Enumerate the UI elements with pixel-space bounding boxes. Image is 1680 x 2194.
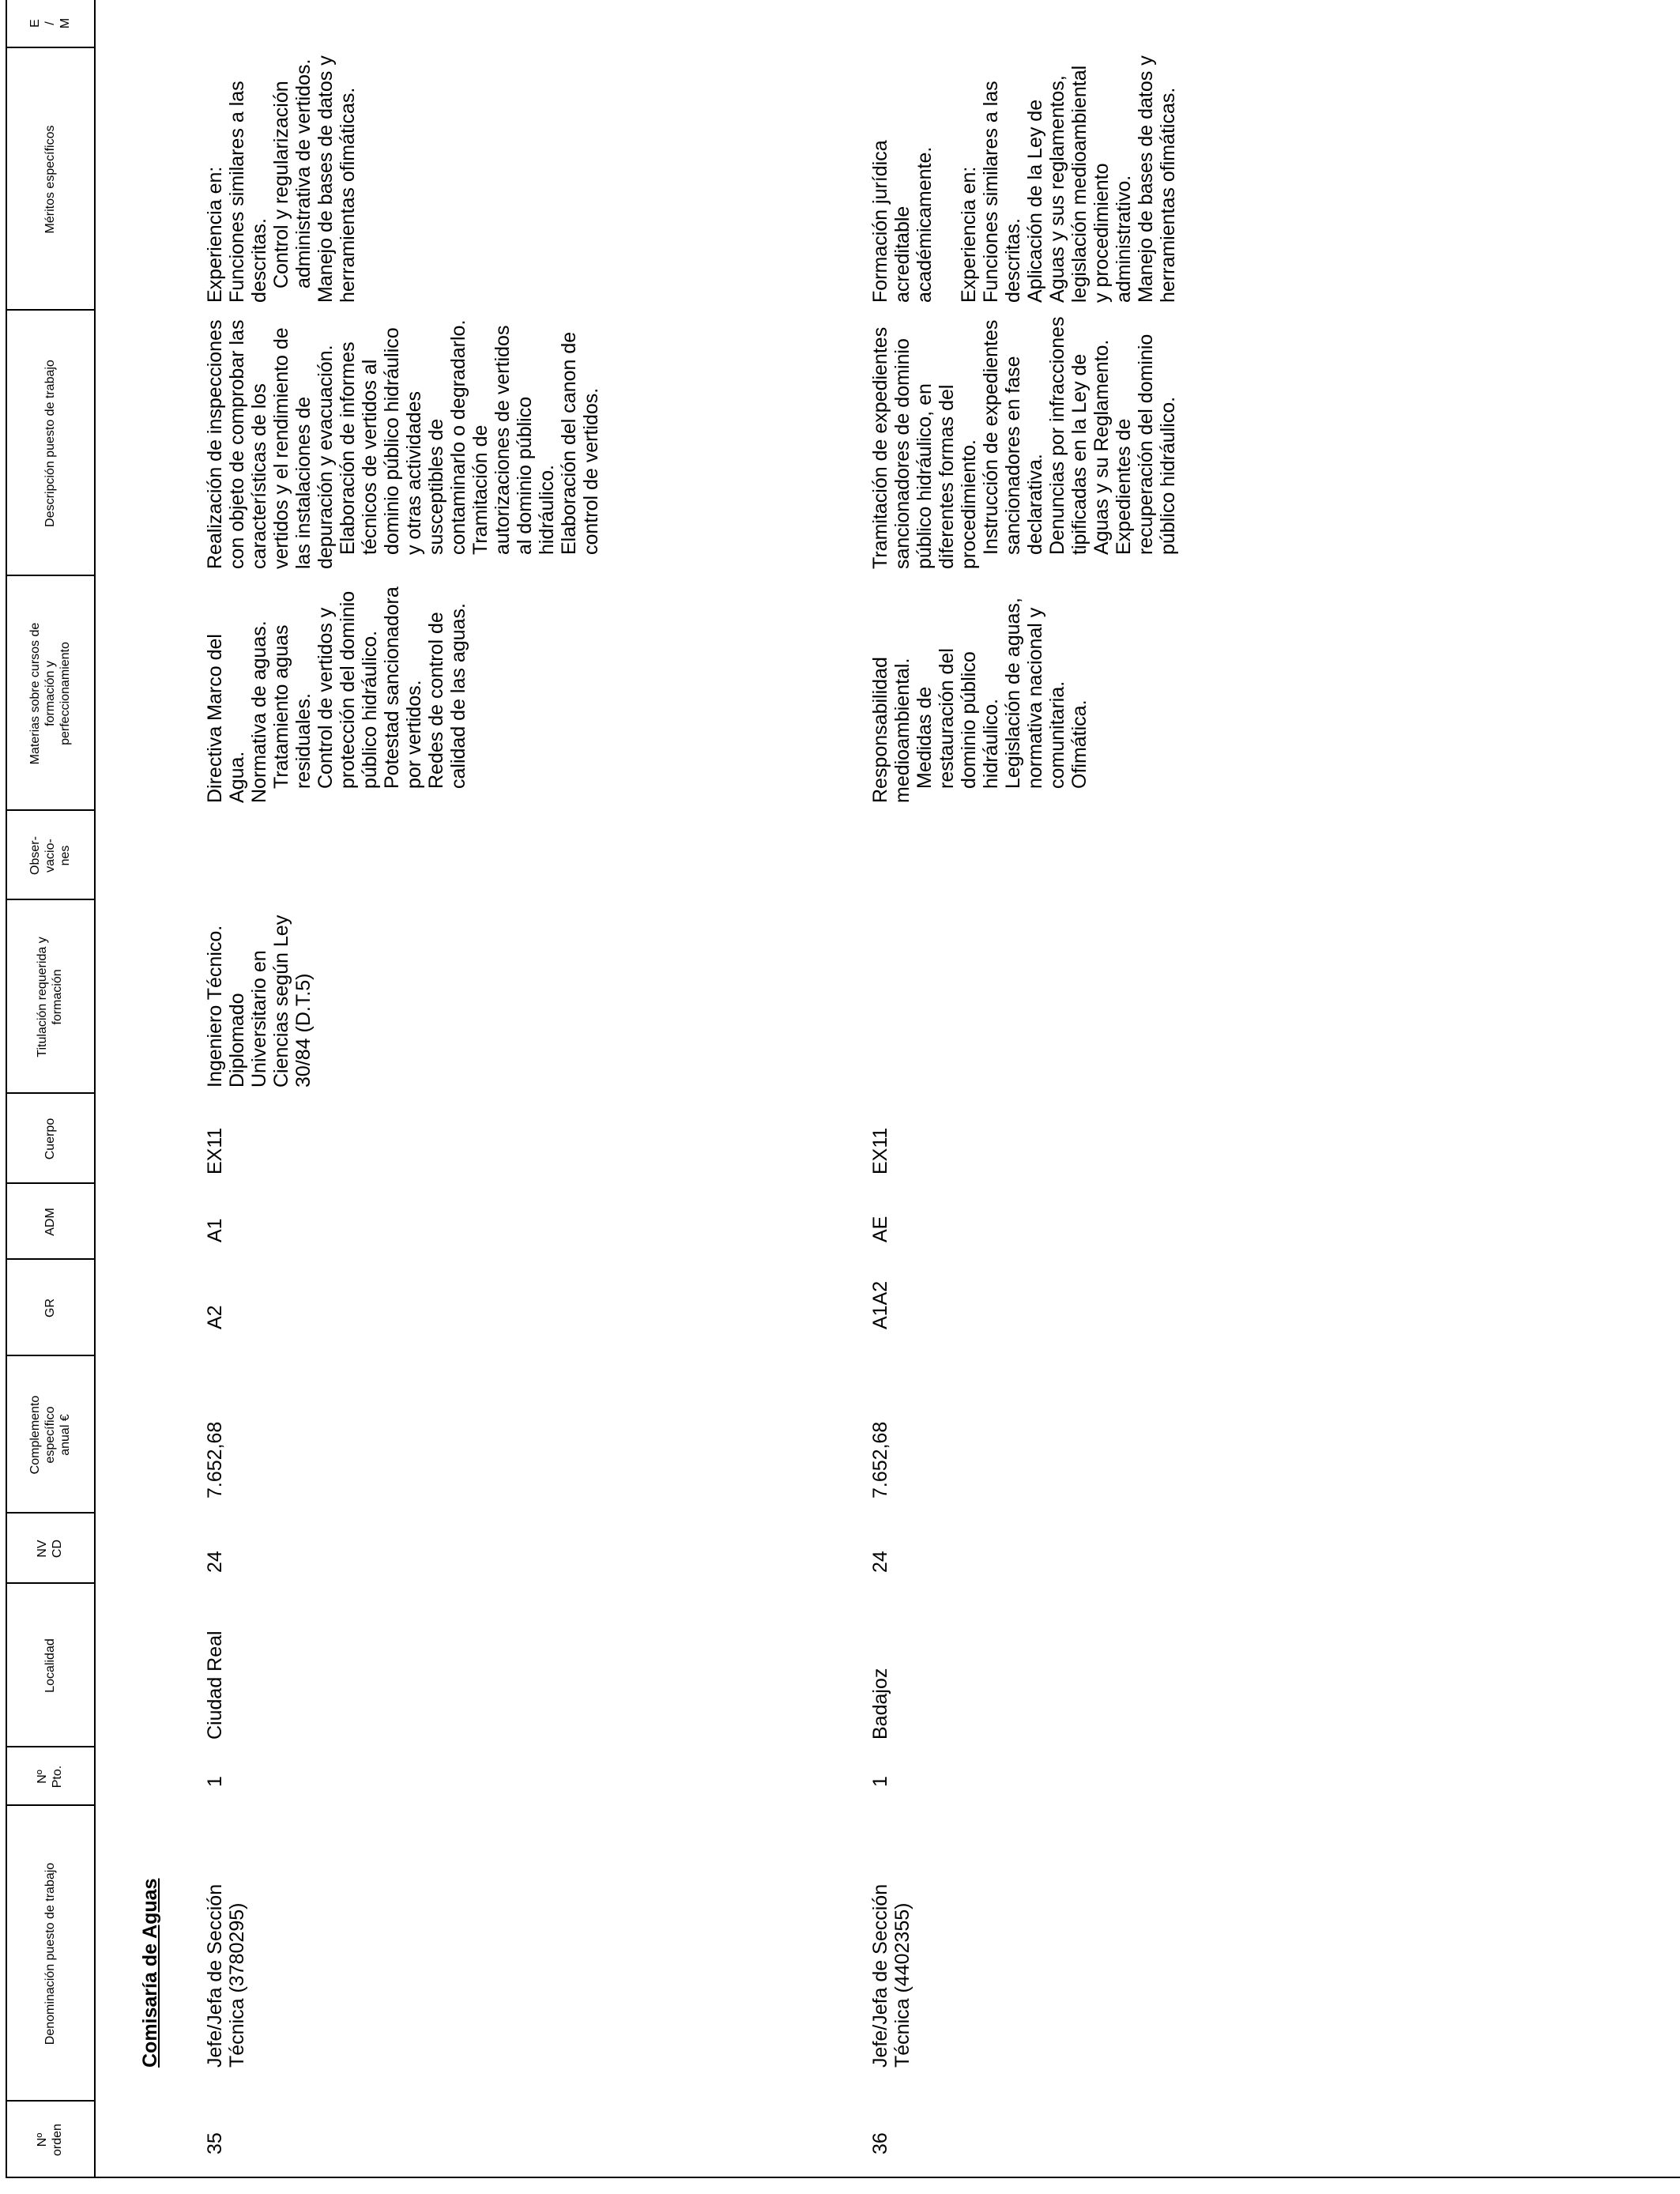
- row-36-nvcd: 24: [869, 1551, 891, 1573]
- row-36-cuerpo: EX11: [869, 1127, 891, 1174]
- row-36-descripcion-item: Tramitación de expedientes sancionadores de dominio público hidráulico, en diferentes formas del procedimiento.: [869, 326, 980, 569]
- row-35-denominacion: Jefe/Jefa de Sección Técnica (3780295): [204, 1883, 248, 2068]
- row-35-descripcion-item: Elaboración de informes técnicos de vertidos al dominio público hidráulico y otras actividades susceptibles de contaminarlo o degradarlo.: [337, 319, 469, 555]
- row-35-meritos-item: Control y regularización administrativa de vertidos.: [270, 58, 315, 288]
- row-35-materias-item: Directiva Marco del Agua.: [204, 634, 248, 803]
- row-36-descripcion-item: Instrucción de expedientes sancionadores en fase declarativa.: [980, 319, 1046, 555]
- row-35-complemento: 7.652,68: [204, 1421, 226, 1498]
- row-36-meritos-item: Experiencia en:: [958, 166, 980, 303]
- col-sep-4: [6, 1582, 94, 1584]
- row-36-descripcion-item: Expedientes de recuperación del dominio público hidráulico.: [1113, 334, 1179, 555]
- row-35-descripcion-item: Realización de inspecciones con objeto de comprobar las características de los vertidos y el rendimiento de las instalaciones de depuración y evacuación.: [204, 319, 337, 569]
- col-sep-8: [6, 1182, 94, 1184]
- row-35-localidad: Ciudad Real: [204, 1630, 226, 1740]
- row-36-materias-item: Legislación de aguas, normativa nacional y comunitaria.: [1002, 598, 1068, 789]
- row-35-materias-item: Control de vertidos y protección del dominio público hidráulico.: [315, 590, 381, 789]
- row-36-materias-item: Medidas de restauración del dominio público hidráulico.: [913, 648, 1002, 789]
- col-sep-11: [6, 809, 94, 811]
- col-sep-3: [6, 1746, 94, 1747]
- row-35-materias: [204, 580, 469, 803]
- row-35-meritos-item: Manejo de bases de datos y herramientas ofimáticas.: [315, 55, 359, 303]
- row-36-npto: 1: [869, 1776, 891, 1787]
- col-sep-5: [6, 1512, 94, 1514]
- header-titulacion: Titulación requerida y formación: [36, 937, 64, 1057]
- header-descripcion: Descripción puesto de trabajo: [43, 360, 57, 527]
- row-36-meritos-item: Manejo de bases de datos y herramientas ofimáticas.: [1135, 55, 1179, 303]
- row-35-npto: 1: [204, 1776, 226, 1787]
- row-36-meritos-spacer: [936, 51, 958, 303]
- header-observaciones: Obser- vacio- nes: [28, 836, 72, 875]
- row-36-materias: [869, 580, 1090, 803]
- row-35-cuerpo: EX11: [204, 1127, 226, 1174]
- row-36-adm: AE: [869, 1216, 891, 1242]
- col-sep-12: [6, 575, 94, 576]
- row-35-adm: A1: [204, 1218, 226, 1242]
- row-35-descripcion: [204, 316, 602, 569]
- table-left-edge: [6, 2177, 1680, 2178]
- row-36-meritos: [869, 51, 1179, 303]
- header-bottom-line: [94, 0, 96, 2178]
- section-title: Comisaría de Aguas: [139, 1878, 161, 2068]
- header-complemento: Complemento específico anual €: [28, 1395, 72, 1475]
- col-sep-1: [6, 2100, 94, 2102]
- row-36-gr: A1A2: [869, 1280, 891, 1329]
- row-35-materias-item: Redes de control de calidad de las aguas.: [425, 603, 469, 789]
- row-35-gr: A2: [204, 1305, 226, 1329]
- row-35-meritos: [204, 51, 359, 303]
- row-36-descripcion-item: Denuncias por infracciones tipificadas en la Ley de Aguas y su Reglamento.: [1046, 316, 1113, 555]
- header-cuerpo: Cuerpo: [43, 1118, 57, 1160]
- row-36-meritos-item: Formación jurídica acreditable académicamente.: [869, 140, 936, 303]
- col-sep-10: [6, 899, 94, 900]
- header-gr: GR: [43, 1299, 57, 1318]
- row-35-materias-item: Potestad sancionadora por vertidos.: [381, 586, 425, 789]
- row-35-descripcion-item: Tramitación de autorizaciones de vertidos al dominio público hidráulico.: [469, 325, 558, 555]
- header-orden: Nº orden: [36, 2124, 64, 2156]
- row-36-descripcion: [869, 316, 1179, 569]
- col-sep-6: [6, 1355, 94, 1356]
- row-36-materias-item: Ofimática.: [1068, 699, 1090, 789]
- header-denominacion: Denominación puesto de trabajo: [43, 1862, 57, 2045]
- row-35-meritos-item: Experiencia en:: [204, 166, 226, 303]
- header-em: E / M: [28, 17, 72, 29]
- row-35-materias-item: Normativa de aguas.: [248, 620, 270, 803]
- row-35-nvcd: 24: [204, 1551, 226, 1573]
- row-36-complemento: 7.652,68: [869, 1421, 891, 1498]
- col-sep-14: [6, 47, 94, 48]
- row-36-meritos-item: Funciones similares a las descritas.: [980, 81, 1024, 303]
- row-35-titulacion: [204, 904, 315, 1088]
- col-sep-7: [6, 1258, 94, 1260]
- col-sep-9: [6, 1092, 94, 1094]
- row-35-titulacion-item: Diplomado Universitario en Ciencias según Ley 30/84 (D.T.5): [226, 914, 315, 1088]
- row-35-orden: 35: [204, 2132, 226, 2154]
- row-35-descripcion-item: Elaboración del canon de control de vertidos.: [558, 331, 602, 555]
- row-36-denominacion: Jefe/Jefa de Sección Técnica (4402355): [869, 1883, 913, 2068]
- row-35-meritos-item: Funciones similares a las descritas.: [226, 81, 270, 303]
- row-36-orden: 36: [869, 2132, 891, 2154]
- header-materias: Materias sobre cursos de formación y perfeccionamiento: [28, 622, 72, 765]
- header-adm: ADM: [43, 1208, 57, 1236]
- col-sep-2: [6, 1804, 94, 1806]
- row-35-materias-item: Tratamiento aguas residuales.: [270, 624, 315, 789]
- row-36-materias-item: Responsabilidad medioambiental.: [869, 657, 913, 803]
- header-localidad: Localidad: [43, 1638, 57, 1693]
- header-meritos: Méritos específicos: [43, 125, 57, 234]
- header-nvcd: NV CD: [36, 1539, 64, 1559]
- header-npto: Nº Pto.: [36, 1765, 64, 1789]
- row-35-titulacion-item: Ingeniero Técnico.: [204, 925, 226, 1088]
- col-sep-13: [6, 309, 94, 311]
- row-36-localidad: Badajoz: [869, 1668, 891, 1740]
- row-36-meritos-item: Aplicación de la Ley de Aguas y sus reglamentos, legislación medioambiental y procedimiento administrativo.: [1024, 65, 1135, 303]
